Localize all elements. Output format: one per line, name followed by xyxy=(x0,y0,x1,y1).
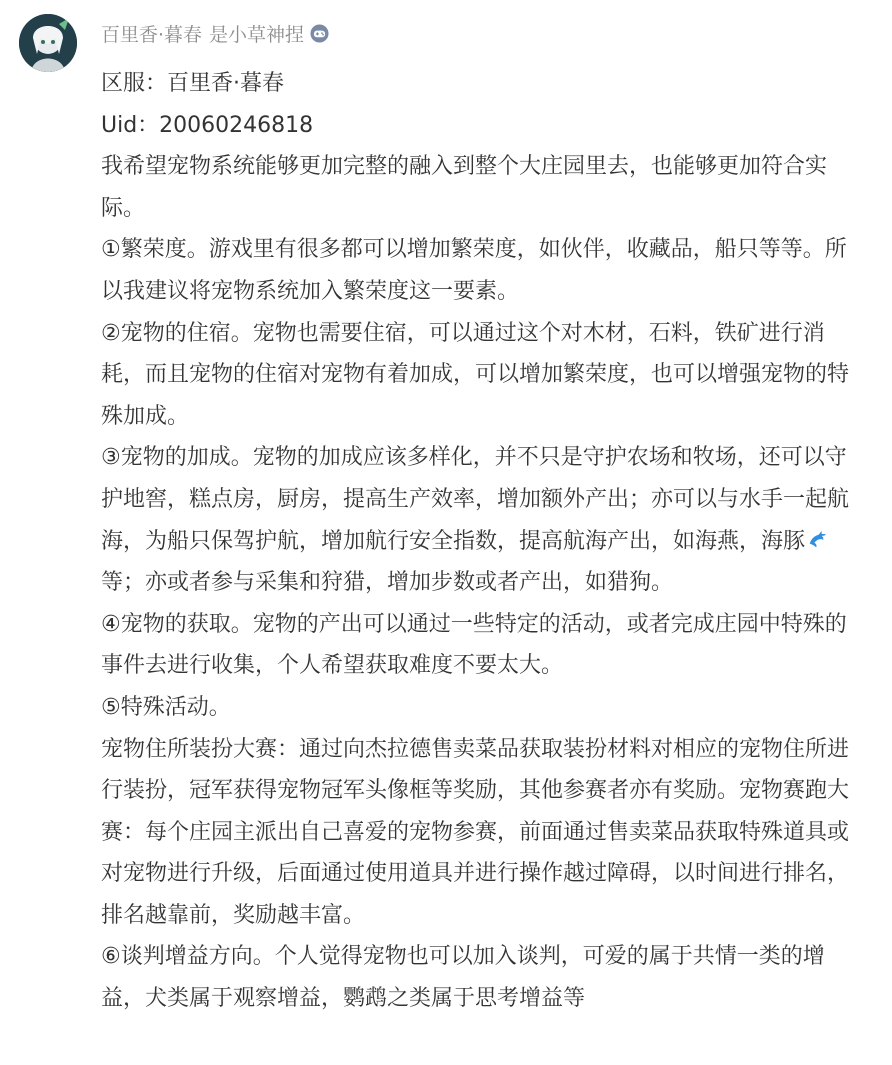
author-name[interactable]: 百里香·暮春 xyxy=(101,23,203,46)
paragraph-negotiation: ⑥谈判增益方向。个人觉得宠物也可以加入谈判，可爱的属于共情一类的增益，犬类属于观察增益，鹦鹉之类属于思考增益等 xyxy=(101,944,825,1012)
post-content xyxy=(101,63,861,1020)
paragraph-uid: Uid：20060246818 xyxy=(101,112,314,138)
character-avatar-icon xyxy=(19,14,77,72)
avatar[interactable] xyxy=(19,14,77,72)
paragraph-bonus-text-1: ③宠物的加成。宠物的加成应该多样化，并不只是守护农场和牧场，还可以守护地窖，糕点房，厨房，提高生产效率，增加额外产出；亦可以与水手一起航海，为船只保驾护航，增加航行安全指数，提高航海产出，如海燕，海豚 xyxy=(101,445,850,554)
paragraph-acquire: ④宠物的获取。宠物的产出可以通过一些特定的活动，或者完成庄园中特殊的事件去进行收集，个人希望获取难度不要太大。 xyxy=(101,611,847,679)
paragraph-server: 区服：百里香·暮春 xyxy=(101,71,284,96)
paragraph-activity-detail: 宠物住所装扮大赛：通过向杰拉德售卖菜品获取装扮材料对相应的宠物住所进行装扮，冠军获得宠物冠军头像框等奖励，其他参赛者亦有奖励。宠物赛跑大赛：每个庄园主派出自己喜爱的宠物参赛，前面通过售卖菜品获取特殊道具或对宠物进行升级，后面通过使用道具并进行操作越过障碍，以时间进行排名，排名越靠前，奖励越丰富。 xyxy=(101,736,850,928)
paragraph-bonus-text-2: 等；亦或者参与采集和狩猎，增加步数或者产出，如猎狗。 xyxy=(101,570,674,596)
paragraph-activity-title: ⑤特殊活动。 xyxy=(101,694,231,720)
paragraph-bonus xyxy=(101,437,861,603)
dolphin-emoji-icon xyxy=(807,529,829,551)
author-tag: 是小草神捏 xyxy=(209,23,305,46)
paragraph-intro: 我希望宠物系统能够更加完整的融入到整个大庄园里去，也能够更加符合实际。 xyxy=(101,154,828,221)
post-header xyxy=(101,18,329,48)
paragraph-housing: ②宠物的住宿。宠物也需要住宿，可以通过这个对木材，石料，铁矿进行消耗，而且宠物的住宿对宠物有着加成，可以增加繁荣度，也可以增强宠物的特殊加成。 xyxy=(101,320,850,429)
gamepad-icon xyxy=(310,24,329,43)
paragraph-prosperity: ①繁荣度。游戏里有很多都可以增加繁荣度，如伙伴，收藏品，船只等等。所以我建议将宠物系统加入繁荣度这一要素。 xyxy=(101,237,847,304)
